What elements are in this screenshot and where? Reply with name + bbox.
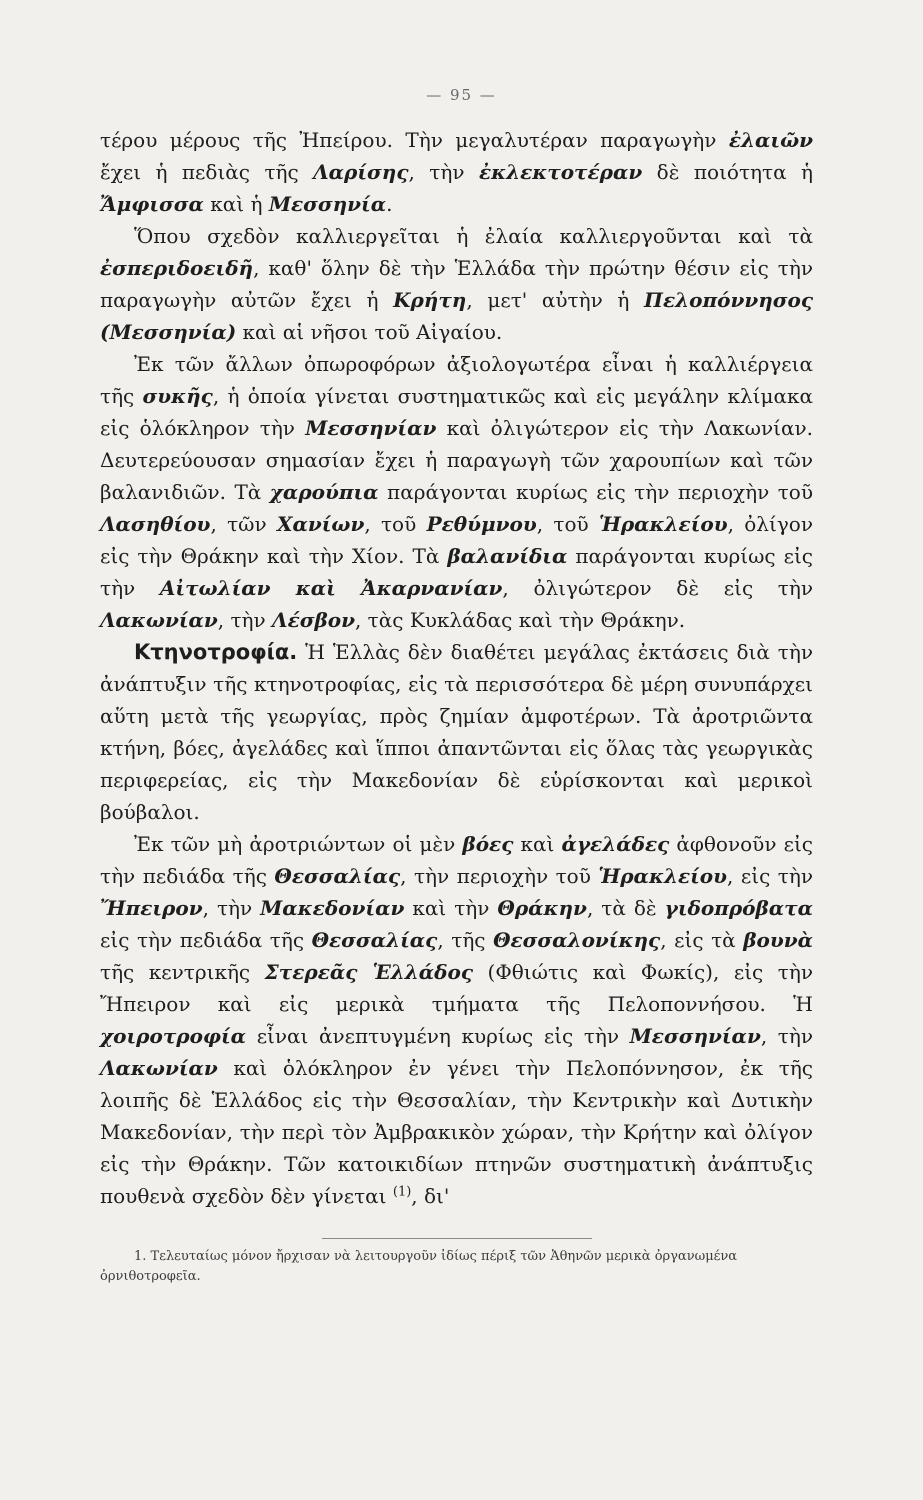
emphasized-term: Λέσβον xyxy=(272,608,355,632)
emphasized-term: Χανίων xyxy=(276,512,365,536)
text-run: Ἐκ τῶν ἄλλων ὀπωροφόρων ἀξιολογωτέρα εἶναι ἡ καλλιέργεια τῆς xyxy=(100,352,813,408)
text-run: , μετ' αὐτὴν ἡ xyxy=(466,288,645,312)
text-run: , τοῦ xyxy=(536,512,599,536)
emphasized-term: ἀγελάδες xyxy=(561,832,670,856)
text-run: τέρου μέρους τῆς Ἠπείρου. Τὴν μεγαλυτέραν παραγωγὴν xyxy=(100,128,729,152)
emphasized-term: χαρούπια xyxy=(269,480,379,504)
text-run: , ὀλιγώτερον δὲ εἰς τὴν xyxy=(502,576,814,600)
emphasized-term: συκῆς xyxy=(142,384,213,408)
text-run: τῆς κεντρικῆς xyxy=(100,960,265,984)
emphasized-term: ἐσπεριδοειδῆ xyxy=(100,256,254,280)
text-run: , τῶν xyxy=(210,512,277,536)
paragraph xyxy=(100,348,813,636)
text-run: , τὴν xyxy=(760,1024,814,1048)
text-run: καὶ ὀλιγώτερον εἰς τὴν Λακωνίαν. Δευτερεύουσαν σημασίαν ἔχει ἡ παραγωγὴ τῶν χαρουπίων καὶ τῶν βαλανιδιῶν. Τὰ xyxy=(100,416,813,504)
emphasized-term: γιδοπρόβατα xyxy=(664,896,814,920)
text-run: Ἐκ τῶν μὴ ἀροτριώντων οἱ μὲν xyxy=(134,832,463,856)
emphasized-term: βουνὰ xyxy=(743,928,814,952)
text-run: , τὴν xyxy=(408,160,479,184)
text-run: ἔχει ἡ πεδιὰς τῆς xyxy=(100,160,314,184)
text-run: , καθ' ὅλην δὲ τὴν Ἑλλάδα τὴν πρώτην θέσιν εἰς τὴν παραγωγὴν αὐτῶν ἔχει ἡ xyxy=(100,256,813,312)
page-number: — 95 — xyxy=(426,86,497,104)
text-run: Ἡ Ἑλλὰς δὲν διαθέτει μεγάλας ἐκτάσεις διὰ τὴν ἀνάπτυξιν τῆς κτηνοτροφίας, εἰς τὰ περισσότερα δὲ μέρη συνυπάρχει αὕτη μετὰ τῆς γεωργίας, πρὸς ζημίαν ἀμφοτέρων. Τὰ ἀροτριῶντα κτήνη, βόες, ἀγελάδες καὶ ἵπποι ἀπαντῶνται εἰς ὅλας τὰς γεωργικὰς περιφερείας, εἰς τὴν Μακεδονίαν δὲ εὑρίσκονται καὶ μερικοὶ βούβαλοι. xyxy=(100,640,813,824)
text-run: εἶναι ἀνεπτυγμένη κυρίως εἰς τὴν xyxy=(246,1024,630,1048)
emphasized-term: βόες xyxy=(462,832,514,856)
paragraph xyxy=(100,124,813,220)
emphasized-term: Θεσσαλίας xyxy=(311,928,438,952)
emphasized-term: Λασηθίου xyxy=(100,512,211,536)
text-run: , τῆς xyxy=(437,928,494,952)
text-run: , ὀλίγον εἰς τὴν Θράκην καὶ τὴν Χίον. Τὰ xyxy=(100,512,813,568)
text-run: καὶ αἱ νῆσοι τοῦ Αἰγαίου. xyxy=(236,320,503,344)
emphasized-term: Ἡρακλείου xyxy=(598,864,728,888)
paragraph xyxy=(100,828,813,1212)
emphasized-term: Πελοπόννησος (Μεσσηνία) xyxy=(100,288,814,344)
text-run: (Φθιώτις καὶ Φωκίς), εἰς τὴν Ἤπειρον καὶ εἰς μερικὰ τμήματα τῆς Πελοποννήσου. Ἡ xyxy=(100,960,813,1016)
text-run: , εἰς τὰ xyxy=(660,928,744,952)
footnote: 1. Τελευταίως μόνον ἤρχισαν νὰ λειτουργοῦν ἰδίως πέριξ τῶν Ἀθηνῶν μερικὰ ὀργανωμένα ὀρνιθοτροφεῖα. xyxy=(100,1249,738,1284)
emphasized-term: Ρεθύμνου xyxy=(426,512,537,536)
section-heading: Κτηνοτροφία. xyxy=(134,640,298,664)
text-run: καὶ ὁλόκληρον ἐν γένει τὴν Πελοπόννησον, ἐκ τῆς λοιπῆς δὲ Ἑλλάδος εἰς τὴν Θεσσαλίαν, τὴν Κεντρικὴν καὶ Δυτικὴν Μακεδονίαν, τὴν περὶ τὸν Ἀμβρακικὸν χώραν, τὴν Κρήτην καὶ ὀλίγον εἰς τὴν Θράκην. Τῶν κατοικιδίων πτηνῶν συστηματικὴ ἀνάπτυξις πουθενὰ σχεδὸν δὲν γίνεται xyxy=(100,1056,813,1208)
emphasized-term: Θράκην xyxy=(497,896,587,920)
emphasized-term: Ἤπειρον xyxy=(100,896,203,920)
text-run: , τὴν περιοχὴν τοῦ xyxy=(400,864,599,888)
text-run: εἰς τὴν πεδιάδα τῆς xyxy=(100,928,312,952)
body-text xyxy=(100,124,813,1212)
text-run: , δι' xyxy=(411,1184,450,1208)
paragraph xyxy=(100,636,813,828)
emphasized-term: Θεσσαλονίκης xyxy=(493,928,661,952)
text-run: , τὰ δὲ xyxy=(586,896,665,920)
text-run: καὶ ἡ xyxy=(203,192,269,216)
text-run: δὲ ποιότητα ἡ xyxy=(642,160,814,184)
text-run: παράγονται κυρίως εἰς τὴν περιοχὴν τοῦ xyxy=(378,480,813,504)
emphasized-term: Μακεδονίαν xyxy=(260,896,405,920)
footnote-reference: (1) xyxy=(392,1184,412,1200)
text-run: , εἰς τὴν xyxy=(727,864,813,888)
emphasized-term: Λακωνίαν xyxy=(100,1056,218,1080)
emphasized-term: χοιροτροφία xyxy=(100,1024,247,1048)
emphasized-term: Λακωνίαν xyxy=(100,608,218,632)
emphasized-term: Θεσσαλίας xyxy=(274,864,401,888)
emphasized-term: Μεσσηνίαν xyxy=(305,416,437,440)
text-run: , ἡ ὁποία γίνεται συστηματικῶς καὶ εἰς μεγάλην κλίμακα εἰς ὁλόκληρον τὴν xyxy=(100,384,814,440)
emphasized-term: Λαρίσης xyxy=(313,160,409,184)
emphasized-term: βαλανίδια xyxy=(447,544,568,568)
emphasized-term: Μεσσηνίαν xyxy=(629,1024,761,1048)
emphasized-term: Κρήτη xyxy=(393,288,467,312)
emphasized-term: Ἡρακλείου xyxy=(598,512,728,536)
emphasized-term: Μεσσηνία xyxy=(268,192,387,216)
text-run: . xyxy=(386,192,393,216)
emphasized-term: ἐλαιῶν xyxy=(728,128,813,152)
emphasized-term: ἐκλεκτοτέραν xyxy=(478,160,643,184)
emphasized-term: Αἰτωλίαν καὶ Ἀκαρνανίαν xyxy=(159,576,503,600)
emphasized-term: Στερεᾶς Ἑλλάδος xyxy=(264,960,474,984)
text-run: ἀφθονοῦν εἰς τὴν πεδιάδα τῆς xyxy=(100,832,813,888)
text-run: καὶ τὴν xyxy=(404,896,498,920)
text-run: , τὴν xyxy=(202,896,261,920)
text-run: Ὅπου σχεδὸν καλλιεργεῖται ἡ ἐλαία καλλιεργοῦνται καὶ τὰ xyxy=(134,224,813,248)
text-run: παράγονται κυρίως εἰς τὴν xyxy=(100,544,813,600)
text-run: , τὴν xyxy=(217,608,273,632)
text-run: , τὰς Κυκλάδας καὶ τὴν Θράκην. xyxy=(354,608,686,632)
footnote-divider xyxy=(322,1238,592,1239)
text-run: , τοῦ xyxy=(364,512,427,536)
text-run: καὶ xyxy=(513,832,562,856)
emphasized-term: Ἄμφισσα xyxy=(100,192,204,216)
paragraph xyxy=(100,220,813,348)
